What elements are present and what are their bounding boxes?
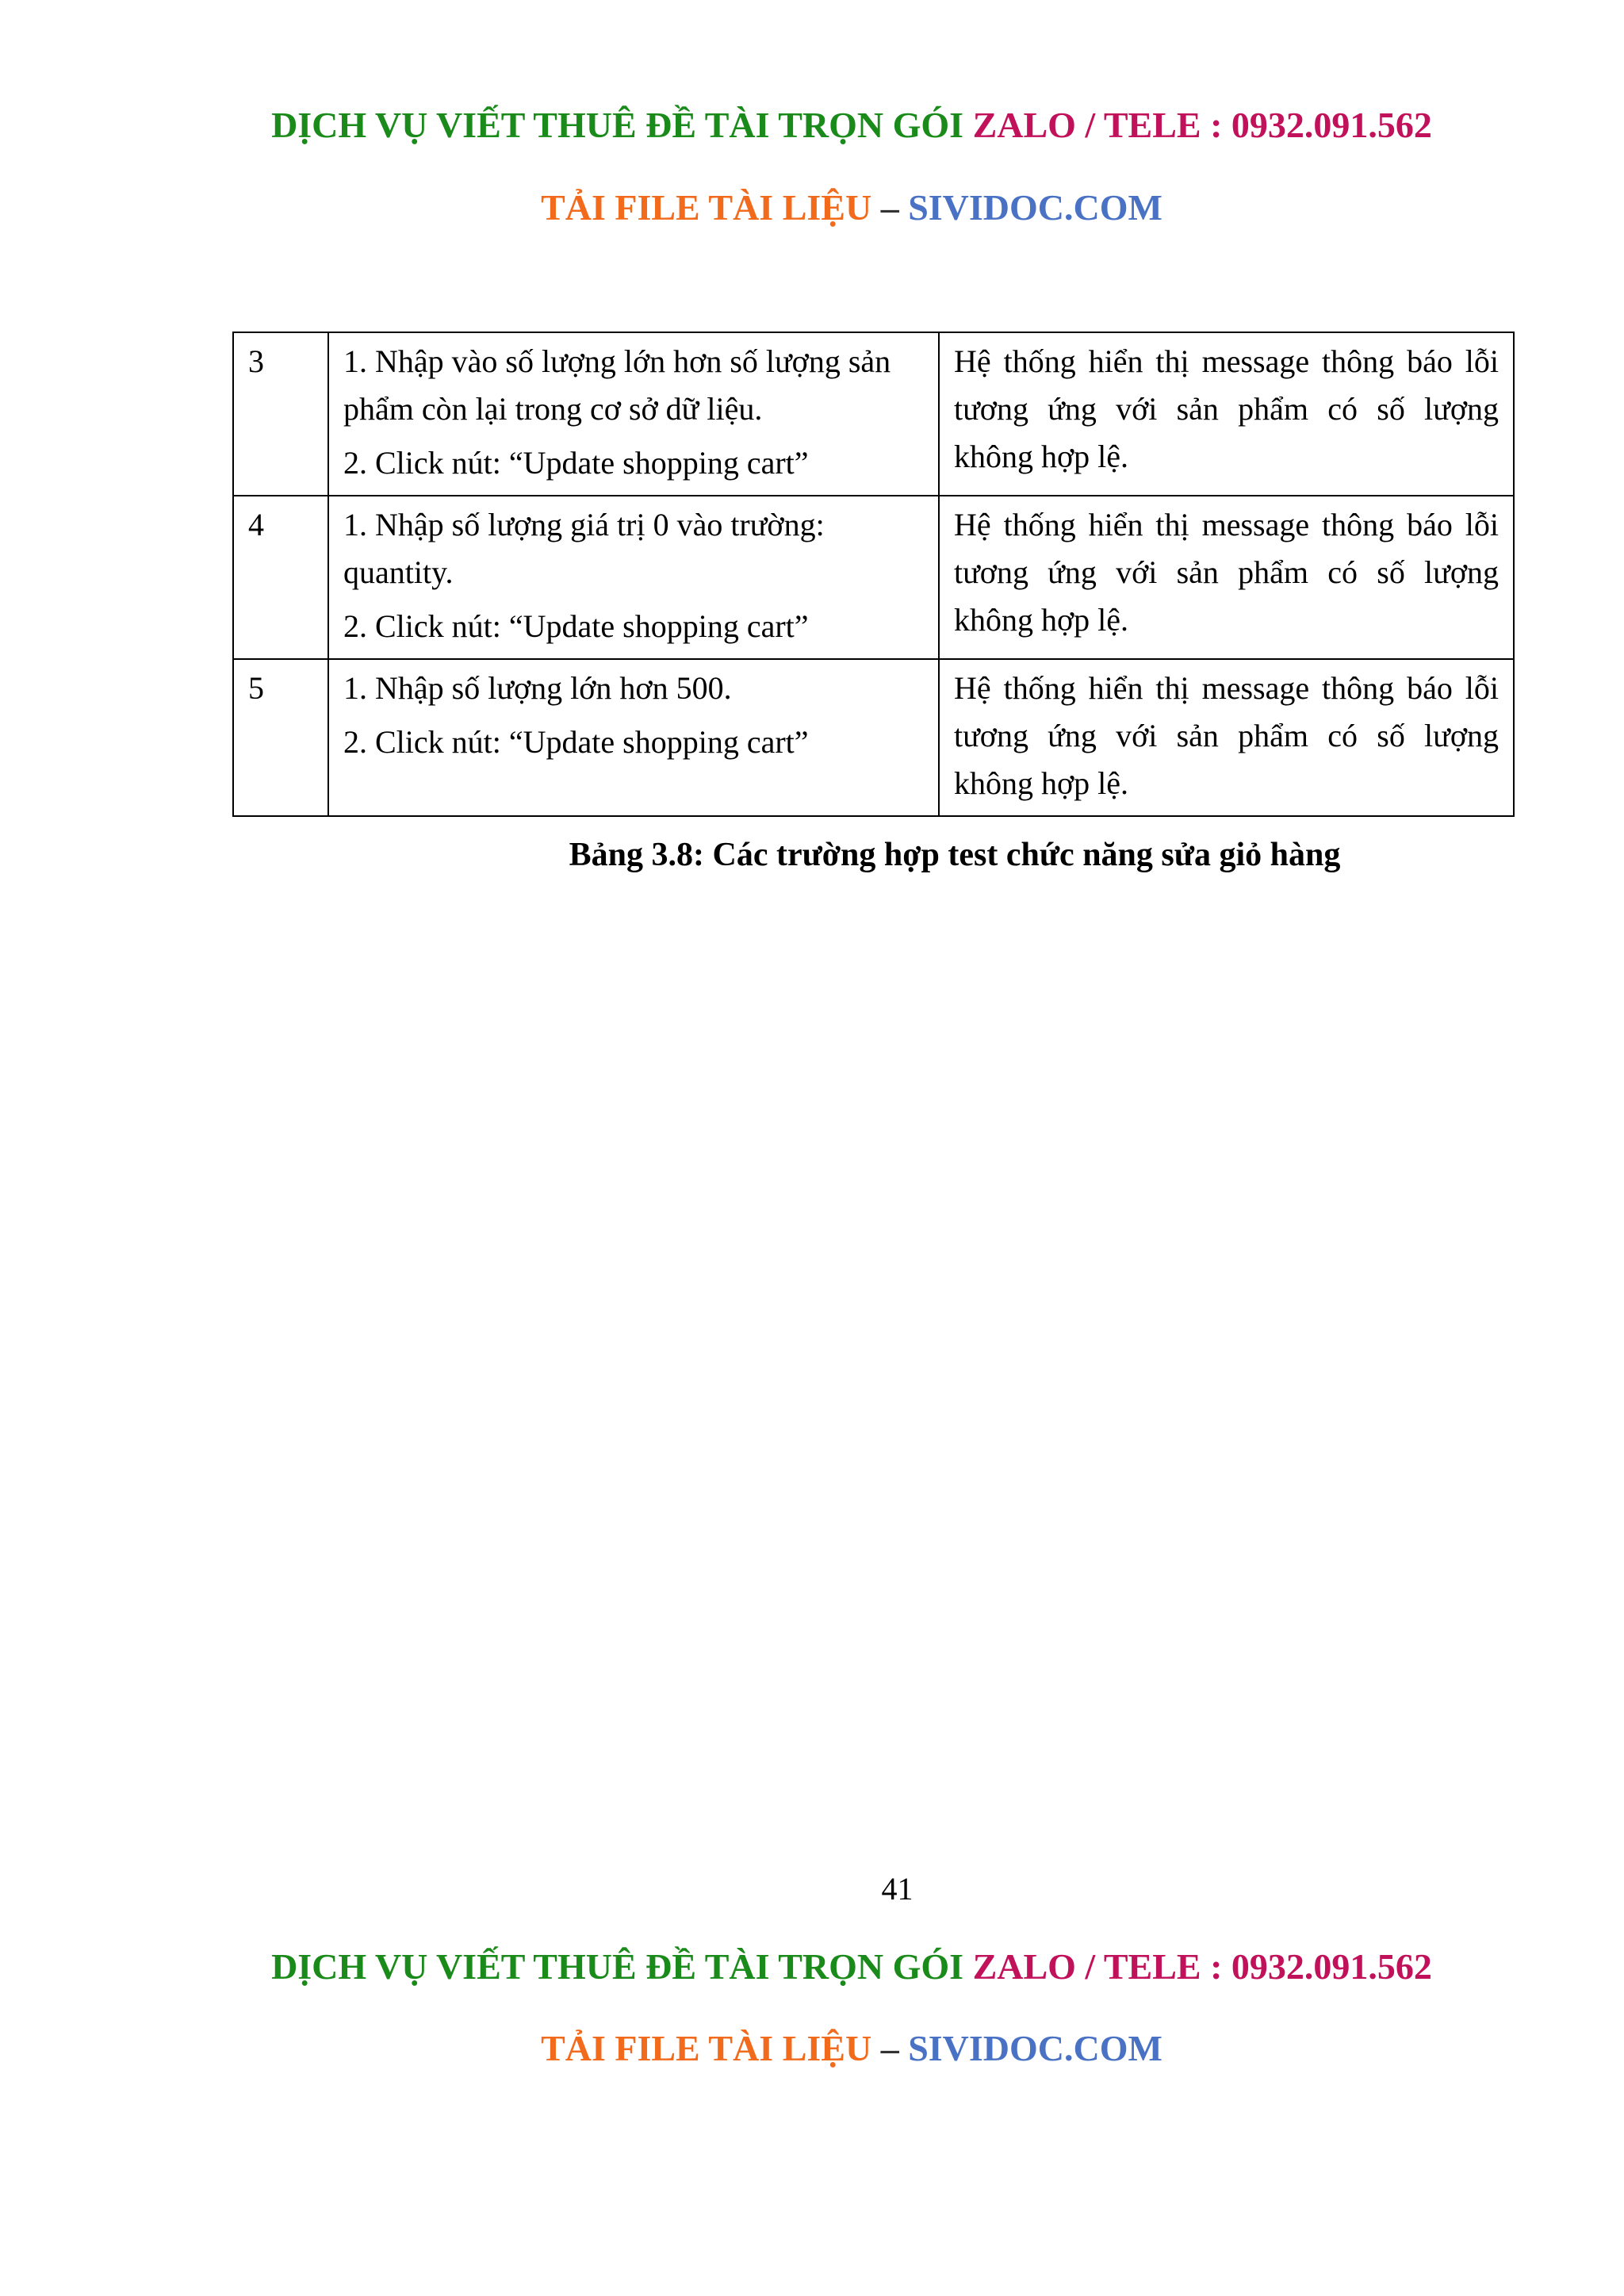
table-row: [233, 332, 1514, 496]
step-text: 1. Nhập vào số lượng lớn hơn số lượng sản phẩm còn lại trong cơ sở dữ liệu.: [343, 343, 891, 427]
footer-contact-text: ZALO / TELE : 0932.091.562: [972, 1946, 1432, 1987]
row-number: 5: [233, 659, 328, 816]
step-text: 2. Click nút: “Update shopping cart”: [343, 445, 809, 481]
footer-download-text: TẢI FILE TÀI LIỆU: [541, 2028, 872, 2068]
header-download-text: TẢI FILE TÀI LIỆU: [541, 187, 872, 228]
row-expected-result: Hệ thống hiển thị message thông báo lỗi tương ứng với sản phẩm có số lượng không hợp lệ.: [939, 496, 1514, 659]
header-banner-service: [0, 102, 1624, 149]
table-row: [233, 659, 1514, 816]
step-text: 1. Nhập số lượng lớn hơn 500.: [343, 670, 732, 706]
footer-site-link[interactable]: SIVIDOC.COM: [908, 2028, 1162, 2068]
row-expected-result: Hệ thống hiển thị message thông báo lỗi tương ứng với sản phẩm có số lượng không hợp lệ.: [939, 332, 1514, 496]
row-number: 4: [233, 496, 328, 659]
row-steps: [328, 659, 939, 816]
header-dash: –: [880, 187, 899, 228]
step-text: 2. Click nút: “Update shopping cart”: [343, 608, 809, 644]
footer-banner-service: [0, 1943, 1624, 1991]
row-steps: [328, 332, 939, 496]
step-text: 2. Click nút: “Update shopping cart”: [343, 724, 809, 760]
header-banner-download: [0, 184, 1624, 232]
table-caption: Bảng 3.8: Các trường hợp test chức năng sửa giỏ hàng: [569, 837, 1341, 873]
row-expected-result: Hệ thống hiển thị message thông báo lỗi tương ứng với sản phẩm có số lượng không hợp lệ.: [939, 659, 1514, 816]
header-contact-text: ZALO / TELE : 0932.091.562: [972, 105, 1432, 145]
page-number: 41: [881, 1871, 914, 1907]
row-steps: [328, 496, 939, 659]
header-site-link[interactable]: SIVIDOC.COM: [908, 187, 1162, 228]
footer-service-text: DỊCH VỤ VIẾT THUÊ ĐỀ TÀI TRỌN GÓI: [271, 1946, 964, 1987]
step-text: 1. Nhập số lượng giá trị 0 vào trường: quantity.: [343, 507, 825, 590]
footer-dash: –: [880, 2028, 899, 2068]
test-case-table: [232, 332, 1515, 817]
footer-banner-download: [0, 2025, 1624, 2072]
table-row: [233, 496, 1514, 659]
row-number: 3: [233, 332, 328, 496]
header-service-text: DỊCH VỤ VIẾT THUÊ ĐỀ TÀI TRỌN GÓI: [271, 105, 964, 145]
